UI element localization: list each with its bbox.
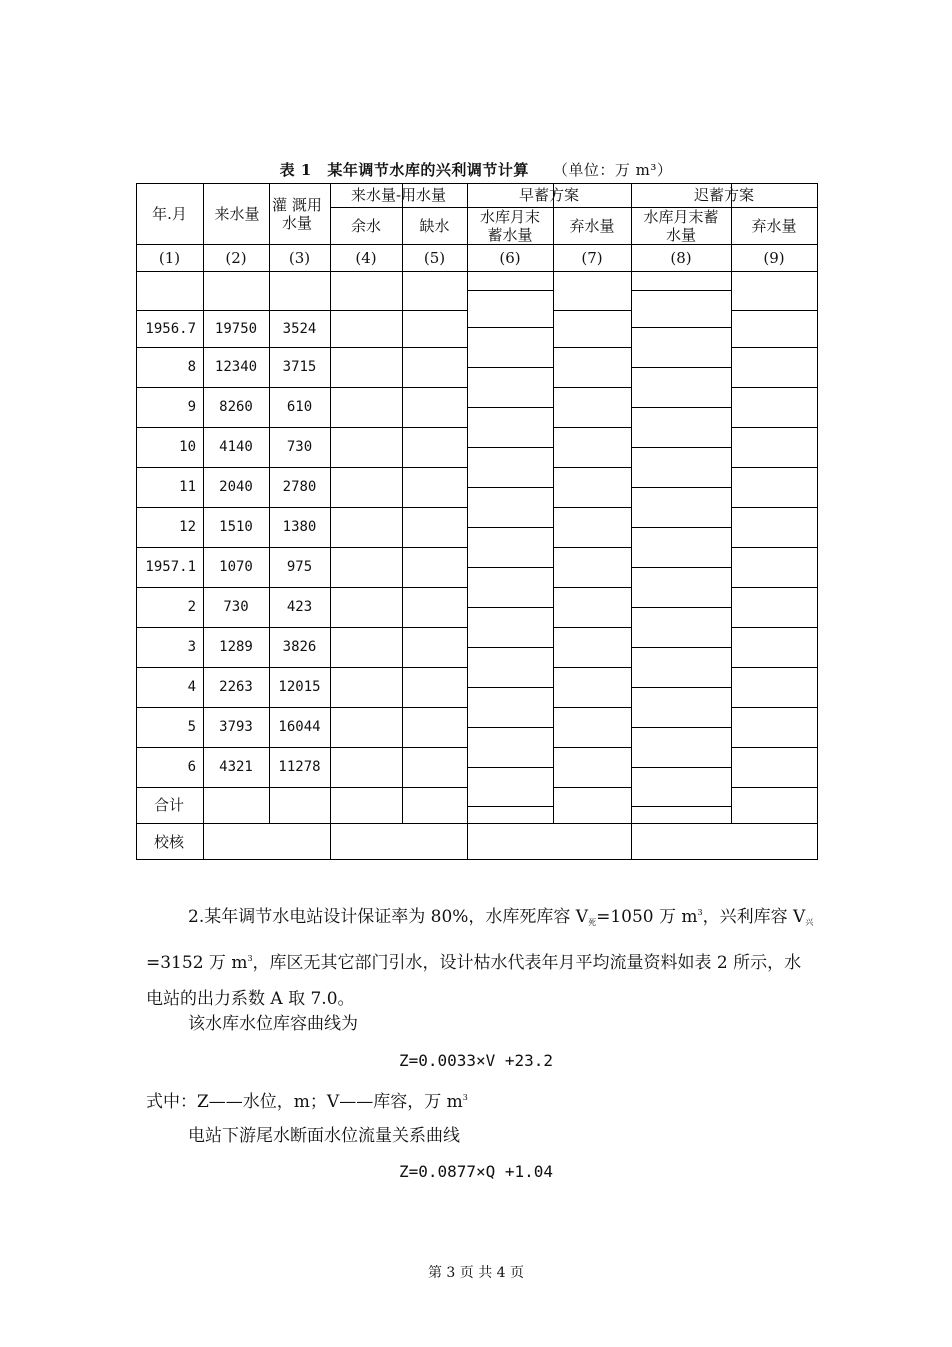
header-late-spill: 弃水量 bbox=[751, 217, 797, 235]
cell-month: 11 bbox=[179, 479, 196, 495]
cell-inflow: 19750 bbox=[214, 320, 258, 337]
cell-use: 2780 bbox=[282, 479, 317, 495]
cell-month: 4 bbox=[187, 679, 196, 695]
table-rule bbox=[631, 527, 732, 528]
cell-use: 1380 bbox=[282, 519, 317, 535]
table-rule bbox=[731, 787, 818, 788]
table-rule bbox=[467, 806, 554, 807]
cell-inflow: 1510 bbox=[219, 519, 253, 535]
table-rule bbox=[467, 447, 554, 448]
header-year-month: 年.月 bbox=[152, 204, 187, 223]
col-number: (6) bbox=[499, 249, 521, 267]
cell-inflow: 730 bbox=[223, 599, 249, 615]
table-rule bbox=[631, 727, 732, 728]
table-rule bbox=[467, 823, 554, 824]
header-inflow: 来水量 bbox=[214, 204, 260, 223]
cell-inflow: 8260 bbox=[219, 399, 253, 415]
table-rule bbox=[631, 607, 732, 608]
table-rule bbox=[731, 823, 818, 824]
paragraph-curve-intro: 该水库水位库容曲线为 bbox=[188, 1014, 358, 1034]
table-rule bbox=[136, 271, 818, 272]
cell-inflow: 12340 bbox=[214, 359, 258, 375]
header-shortage: 缺水 bbox=[419, 217, 450, 235]
table-rule bbox=[731, 467, 818, 468]
table-rule bbox=[731, 310, 818, 311]
table-rule bbox=[467, 687, 554, 688]
header-early-spill: 弃水量 bbox=[569, 217, 615, 235]
table-rule bbox=[467, 290, 554, 291]
table-rule bbox=[553, 310, 632, 311]
table-rule bbox=[731, 547, 818, 548]
table-rule bbox=[731, 667, 818, 668]
table-rule bbox=[553, 707, 632, 708]
table-rule bbox=[631, 823, 732, 824]
col-number: (7) bbox=[581, 249, 603, 267]
table-rule bbox=[731, 387, 818, 388]
table-rule bbox=[731, 207, 732, 824]
cell-inflow: 4321 bbox=[219, 759, 253, 775]
equation-tailwater: Z=0.0877×Q +1.04 bbox=[398, 1162, 554, 1181]
table-rule bbox=[467, 407, 554, 408]
table-caption bbox=[0, 159, 952, 180]
check-label: 校核 bbox=[154, 832, 185, 851]
table-rule bbox=[553, 787, 632, 788]
table-rule bbox=[330, 183, 331, 824]
col-number: (1) bbox=[158, 249, 181, 267]
col-number: (5) bbox=[423, 249, 446, 267]
table-rule bbox=[467, 767, 554, 768]
table-rule bbox=[553, 207, 554, 824]
cell-inflow: 3793 bbox=[219, 719, 253, 735]
table-rule bbox=[631, 767, 732, 768]
table-rule bbox=[817, 183, 818, 860]
cell-month: 12 bbox=[179, 519, 196, 535]
table-rule bbox=[631, 806, 732, 807]
cell-month: 5 bbox=[187, 719, 196, 735]
table-rule bbox=[402, 207, 403, 824]
cell-inflow: 1289 bbox=[219, 639, 253, 655]
cell-month: 1957.1 bbox=[145, 559, 196, 575]
table-rule bbox=[553, 667, 632, 668]
header-late-group: 迟蓄方案 bbox=[693, 186, 754, 204]
table-rule bbox=[631, 687, 732, 688]
cell-inflow: 2040 bbox=[219, 479, 253, 495]
table-rule bbox=[731, 507, 818, 508]
page-footer: 第 3 页 共 4 页 bbox=[427, 1265, 525, 1281]
col-number: (8) bbox=[670, 249, 692, 267]
cell-month: 3 bbox=[187, 639, 196, 655]
table-rule bbox=[330, 823, 331, 860]
table-rule bbox=[631, 367, 732, 368]
table-rule bbox=[467, 527, 554, 528]
header-diff-group: 来水量-用水量 bbox=[350, 186, 447, 204]
table-rule bbox=[731, 587, 818, 588]
table-rule bbox=[553, 427, 632, 428]
table-rule bbox=[731, 627, 818, 628]
table-rule bbox=[631, 487, 732, 488]
cell-month: 8 bbox=[187, 359, 196, 375]
cell-inflow: 1070 bbox=[219, 559, 253, 575]
table-rule bbox=[467, 727, 554, 728]
table-rule bbox=[467, 367, 554, 368]
table-rule bbox=[553, 587, 632, 588]
table-rule bbox=[467, 647, 554, 648]
table-rule bbox=[467, 183, 468, 824]
table-rule bbox=[467, 607, 554, 608]
table-rule bbox=[631, 447, 732, 448]
table-rule bbox=[631, 823, 632, 860]
table-rule bbox=[631, 567, 732, 568]
table-rule bbox=[631, 647, 732, 648]
table-rule bbox=[467, 823, 468, 860]
table-rule bbox=[467, 567, 554, 568]
table-rule bbox=[631, 290, 732, 291]
cell-use: 12015 bbox=[278, 679, 321, 695]
header-irrigation: 灌 溉用水量 bbox=[272, 195, 322, 232]
cell-use: 730 bbox=[286, 439, 313, 455]
header-late-storage: 水库月末蓄水量 bbox=[643, 208, 719, 244]
cell-inflow: 4140 bbox=[219, 439, 253, 455]
col-number: (4) bbox=[355, 249, 377, 267]
cell-use: 16044 bbox=[278, 719, 321, 735]
col-number: (3) bbox=[288, 249, 311, 267]
table-rule bbox=[631, 407, 732, 408]
table-rule bbox=[467, 487, 554, 488]
header-early-storage: 水库月末蓄水量 bbox=[479, 208, 540, 244]
cell-use: 3524 bbox=[282, 320, 317, 337]
table-rule bbox=[631, 183, 632, 824]
table-rule bbox=[731, 347, 818, 348]
cell-use: 975 bbox=[286, 559, 313, 575]
table-rule bbox=[136, 859, 818, 860]
table-title: 表 1 某年调节水库的兴利调节计算 bbox=[279, 161, 529, 179]
cell-use: 423 bbox=[286, 599, 313, 615]
col-number: (2) bbox=[225, 249, 247, 267]
cell-inflow: 2263 bbox=[219, 679, 253, 695]
table-rule bbox=[553, 387, 632, 388]
paragraph-tailwater: 电站下游尾水断面水位流量关系曲线 bbox=[188, 1126, 460, 1146]
cell-month: 2 bbox=[187, 599, 196, 615]
cell-month: 1956.7 bbox=[145, 320, 196, 337]
table-rule bbox=[553, 467, 632, 468]
col-number: (9) bbox=[763, 249, 785, 267]
table-rule bbox=[631, 327, 732, 328]
table-rule bbox=[553, 507, 632, 508]
table-rule bbox=[553, 823, 632, 824]
cell-use: 3715 bbox=[282, 359, 317, 375]
table-rule bbox=[553, 627, 632, 628]
table-unit: （单位：万 m³） bbox=[552, 161, 673, 179]
table-rule bbox=[731, 427, 818, 428]
equation-storage: Z=0.0033×V +23.2 bbox=[398, 1051, 554, 1070]
table-rule bbox=[553, 347, 632, 348]
table-rule bbox=[731, 747, 818, 748]
cell-use: 11278 bbox=[278, 759, 321, 775]
table-rule bbox=[553, 547, 632, 548]
table-rule bbox=[553, 747, 632, 748]
cell-use: 3826 bbox=[282, 639, 317, 655]
cell-use: 610 bbox=[286, 399, 313, 415]
header-early-group: 早蓄方案 bbox=[518, 186, 579, 204]
paragraph-station: 2.某年调节水电站设计保证率为 80%，水库死库容 $V_死=1050$ 万 $m^3$，兴利库容 $V_兴=3152$ 万 $m^3$，库区无其它部门引水，设计枯水代表年月平均流量资料如表 2 所示，水电站的出力系数 A 取 7.0。 bbox=[146, 907, 814, 1009]
cell-month: 10 bbox=[179, 439, 196, 455]
paragraph-where: 式中：Z——水位，m；V——库容，万 $m^3$ bbox=[146, 1092, 468, 1112]
cell-month: 9 bbox=[187, 399, 196, 415]
total-label: 合计 bbox=[154, 796, 185, 814]
header-surplus: 余水 bbox=[350, 217, 381, 235]
cell-month: 6 bbox=[187, 759, 196, 775]
table-rule bbox=[203, 823, 204, 860]
table-rule bbox=[467, 327, 554, 328]
table-rule bbox=[731, 707, 818, 708]
